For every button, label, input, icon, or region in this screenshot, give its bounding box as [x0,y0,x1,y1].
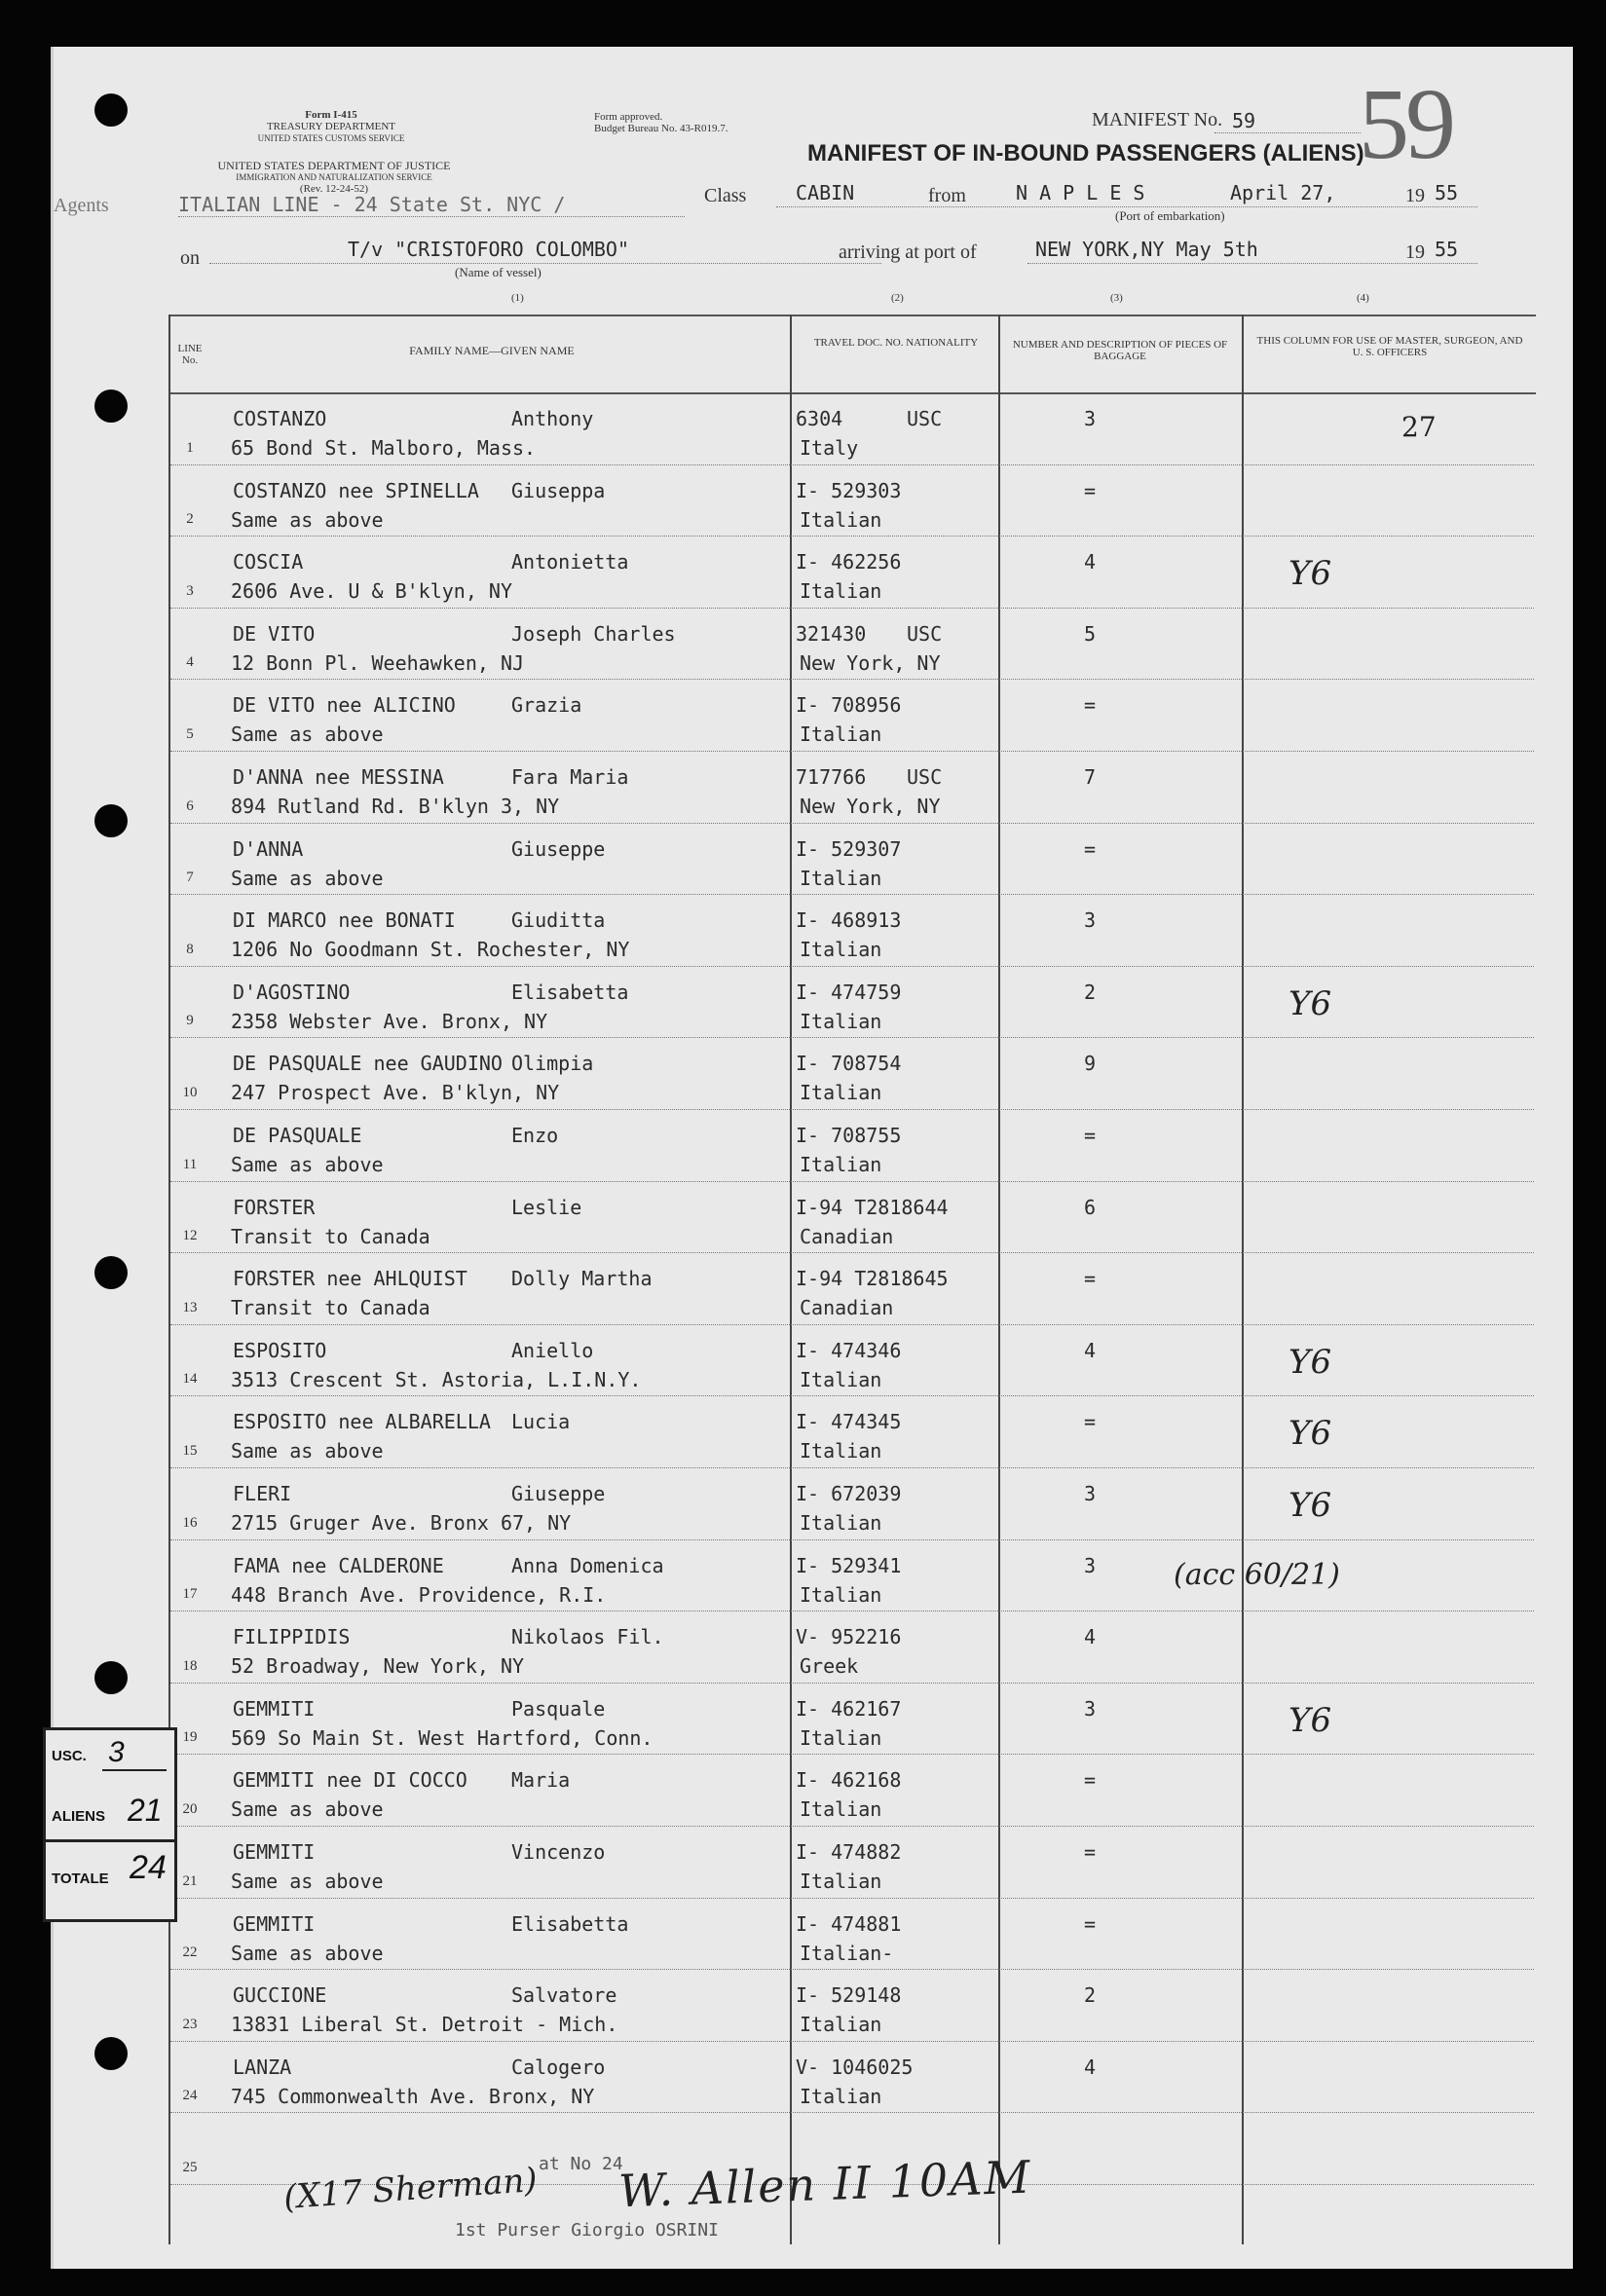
table-row [54,824,1573,896]
travel-doc-number: I- 529341 [796,1553,902,1577]
class-value: CABIN [796,181,855,204]
given-name: Leslie [511,1195,582,1219]
ins-service: IMMIGRATION AND NATURALIZATION SERVICE [236,172,432,182]
address: Same as above [231,1439,384,1463]
officer-mark: Y6 [1289,554,1332,594]
nationality: Italian [800,722,882,747]
col-number-2: (2) [891,292,904,304]
justice-header [168,160,500,195]
footer-typed-line: at No 24 [539,2154,623,2174]
revision: (Rev. 12-24-52) [299,183,369,195]
arrival-port-date: NEW YORK,NY May 5th [1035,238,1258,261]
travel-doc-number: I- 462256 [796,550,902,574]
given-name: Elisabetta [511,1911,629,1936]
aliens-label: ALIENS [52,1808,106,1825]
address: 52 Broadway, New York, NY [231,1654,525,1679]
given-name: Vincenzo [511,1840,606,1864]
form-header-left [219,109,443,144]
travel-doc-number: I- 474881 [796,1911,902,1936]
travel-doc-number: I- 529148 [796,1983,902,2008]
travel-doc-number: I-94 T2818644 [796,1195,949,1219]
table-row [54,1540,1573,1612]
line-number: 11 [182,1156,198,1172]
baggage-count: 4 [1084,1338,1097,1362]
given-name: Lucia [511,1410,571,1434]
baggage-count: 9 [1084,1052,1097,1076]
baggage-count: = [1084,1840,1097,1864]
form-approved-block [594,111,728,134]
line-number: 23 [182,2016,198,2032]
travel-doc-number: 717766 [796,765,867,789]
col-header-travel-doc: TRAVEL DOC. NO. NATIONALITY [813,337,979,349]
travel-doc-number: 6304 [796,407,843,430]
address: Same as above [231,722,384,747]
embark-port: N A P L E S [1016,181,1145,204]
address: Same as above [231,1870,384,1893]
officer-mark: Y6 [1289,1700,1332,1740]
nationality: New York, NY [800,650,941,675]
budget-bureau: Budget Bureau No. 43-R019.7. [594,123,728,134]
tally-box [43,1727,177,1922]
given-name: Elisabetta [511,980,629,1004]
line-number: 25 [182,2159,198,2175]
family-name: FLERI [233,1482,292,1505]
address: 448 Branch Ave. Providence, R.I. [231,1582,607,1607]
punch-hole [94,93,128,127]
line-number: 6 [186,797,194,814]
given-name: Salvatore [511,1983,617,2008]
port-embark-caption: (Port of embarkation) [1115,208,1225,223]
given-name: Anna Domenica [511,1553,664,1577]
nationality: Italian [800,2013,882,2037]
family-name: DI MARCO nee BONATI [233,908,456,933]
col-number-3: (3) [1110,292,1123,304]
address: 745 Commonwealth Ave. Bronx, NY [231,2084,595,2108]
treasury-dept: TREASURY DEPARTMENT [266,121,396,132]
line-number: 8 [186,941,194,957]
travel-doc-number: 321430 [796,621,867,646]
travel-doc-number: I- 474882 [796,1840,902,1864]
given-name: Olimpia [511,1052,594,1076]
baggage-count: 3 [1084,1696,1097,1721]
nationality: Italian [800,938,882,962]
baggage-count: = [1084,1267,1097,1291]
line-number: 22 [182,1944,198,1961]
nationality: Italian- [800,1941,894,1965]
baggage-count: = [1084,1410,1097,1434]
nationality: Italian [800,579,882,604]
given-name: Giuseppe [511,836,606,861]
form-approved: Form approved. [594,111,663,123]
line-number: 9 [186,1013,194,1029]
baggage-count: 3 [1084,407,1097,430]
line-number: 20 [182,1800,198,1817]
address: 3513 Crescent St. Astoria, L.I.N.Y. [231,1367,642,1391]
address: Same as above [231,507,384,532]
line-number: 3 [186,582,194,599]
nationality: Italian [800,1797,882,1822]
aliens-count: 21 [128,1793,163,1828]
table-row [54,895,1573,967]
baggage-count: = [1084,836,1097,861]
given-name: Grazia [511,693,582,718]
baggage-count: 3 [1084,908,1097,933]
table-row [54,2042,1573,2114]
nationality: Italian [800,1439,882,1463]
nationality: Italian [800,1582,882,1607]
baggage-count: 3 [1084,1482,1097,1505]
address: Transit to Canada [231,1224,430,1248]
manifest-no-label: MANIFEST No. [1092,109,1223,130]
usc-label: USC. [52,1748,87,1764]
given-name: Enzo [511,1124,559,1147]
baggage-count: = [1084,1124,1097,1147]
baggage-count: 7 [1084,765,1097,789]
nationality: Canadian [800,1296,894,1320]
table-row [54,1396,1573,1468]
family-name: FORSTER nee AHLQUIST [233,1267,467,1291]
arrival-year-label: 19 [1405,241,1425,263]
family-name: GEMMITI [233,1911,316,1936]
nationality: Italian [800,1081,882,1105]
travel-doc-number: I- 462168 [796,1768,902,1793]
line-number: 1 [186,439,194,456]
travel-doc-number: I- 708956 [796,693,902,718]
table-row [54,393,1573,465]
travel-doc-number: I- 529307 [796,836,902,861]
usc-mark: USC [907,765,943,789]
line-number: 18 [182,1657,198,1674]
nationality: Italian [800,1367,882,1391]
line-number: 17 [182,1586,198,1603]
address: Same as above [231,1941,384,1965]
baggage-count: 4 [1084,1625,1097,1649]
travel-doc-number: I- 529303 [796,478,902,502]
class-label: Class [704,185,747,206]
given-name: Dolly Martha [511,1267,653,1291]
family-name: DE PASQUALE nee GAUDINO [233,1052,503,1076]
nationality: Italian [800,1511,882,1535]
family-name: COSTANZO nee SPINELLA [233,478,479,502]
travel-doc-number: I- 474346 [796,1338,902,1362]
given-name: Joseph Charles [511,621,676,646]
table-row [54,680,1573,752]
col-number-4: (4) [1357,292,1369,304]
address: 13831 Liberal St. Detroit - Mich. [231,2013,618,2037]
family-name: D'ANNA nee MESSINA [233,765,444,789]
vessel-caption: (Name of vessel) [455,265,542,279]
col-header-baggage: NUMBER AND DESCRIPTION OF PIECES OF BAGGAGE [1012,339,1228,362]
baggage-count: = [1084,693,1097,718]
travel-doc-number: I- 462167 [796,1696,902,1721]
justice-dept: UNITED STATES DEPARTMENT OF JUSTICE [217,159,451,172]
table-row [54,465,1573,537]
line-number: 14 [182,1371,198,1388]
baggage-count: = [1084,478,1097,502]
arriving-label: arriving at port of [839,241,977,263]
baggage-count: 4 [1084,2055,1097,2079]
nationality: Italian [800,1870,882,1893]
table-row [54,967,1573,1039]
travel-doc-number: V- 952216 [796,1625,902,1649]
given-name: Antonietta [511,550,629,574]
travel-doc-number: V- 1046025 [796,2055,914,2079]
table-row [54,1253,1573,1325]
travel-doc-number: I- 474759 [796,980,902,1004]
manifest-title: MANIFEST OF IN-BOUND PASSENGERS (ALIENS) [807,140,1364,167]
line-number: 7 [186,870,194,886]
given-name: Giuditta [511,908,606,933]
family-name: GEMMITI [233,1840,316,1864]
nationality: Italian [800,507,882,532]
nationality: Italian [800,2084,882,2108]
total-count: 24 [130,1849,167,1886]
from-label: from [928,185,966,206]
address: Same as above [231,1797,384,1822]
col-header-line-no: LINE No. [177,343,203,366]
travel-doc-number: I- 468913 [796,908,902,933]
manifest-no: 59 [1232,109,1256,132]
line-number: 5 [186,725,194,742]
baggage-count: 2 [1084,980,1097,1004]
table-row [54,1970,1573,2042]
address: 65 Bond St. Malboro, Mass. [231,436,537,460]
address: 1206 No Goodmann St. Rochester, NY [231,938,630,962]
form-number: Form I-415 [305,109,357,121]
col-header-name: FAMILY NAME—GIVEN NAME [409,344,575,357]
col-header-officers: THIS COLUMN FOR USE OF MASTER, SURGEON, AND U. S. OFFICERS [1256,335,1523,358]
address: 894 Rutland Rd. B'klyn 3, NY [231,795,560,818]
line-number: 16 [182,1514,198,1531]
address: 247 Prospect Ave. B'klyn, NY [231,1081,560,1105]
family-name: D'AGOSTINO [233,980,351,1004]
table-row [54,1325,1573,1397]
family-name: D'ANNA [233,836,304,861]
nationality: Italian [800,1153,882,1176]
nationality: Greek [800,1654,859,1679]
given-name: Fara Maria [511,765,629,789]
officer-mark: Y6 [1289,983,1332,1023]
family-name: DE PASQUALE [233,1124,362,1147]
family-name: COSCIA [233,550,304,574]
address: 569 So Main St. West Hartford, Conn. [231,1725,654,1750]
family-name: LANZA [233,2055,292,2079]
address: 2606 Ave. U & B'klyn, NY [231,579,512,604]
baggage-count: 5 [1084,621,1097,646]
officer-signature: W. Allen II 10AM [617,2150,1033,2218]
nationality: Italian [800,1009,882,1033]
given-name: Maria [511,1768,571,1793]
table-row [54,1827,1573,1899]
baggage-count: 3 [1084,1553,1097,1577]
usc-mark: USC [907,621,943,646]
address: Same as above [231,866,384,890]
family-name: FAMA nee CALDERONE [233,1553,444,1577]
table-row [54,752,1573,824]
on-label: on [180,247,200,269]
arrival-year: 55 [1435,238,1459,261]
line-number: 19 [182,1729,198,1746]
baggage-count: 2 [1084,1983,1097,2008]
manifest-page [51,47,1573,2269]
purser-line: 1st Purser Giorgio OSRINI [455,2220,719,2240]
vessel-name: T/v "CRISTOFORO COLOMBO" [348,238,629,261]
given-name: Pasquale [511,1696,606,1721]
table-row [54,1182,1573,1254]
nationality: New York, NY [800,795,941,818]
line-number: 2 [186,511,194,528]
nationality: Italian [800,1725,882,1750]
table-row [54,1468,1573,1540]
family-name: DE VITO [233,621,316,646]
table-row [54,1684,1573,1756]
baggage-count: 6 [1084,1195,1097,1219]
line-number: 13 [182,1299,198,1315]
family-name: COSTANZO [233,407,327,430]
embark-year: 55 [1435,181,1459,204]
family-name: FILIPPIDIS [233,1625,351,1649]
line-number: 4 [186,654,194,671]
family-name: ESPOSITO nee ALBARELLA [233,1410,491,1434]
family-name: GEMMITI nee DI COCCO [233,1768,467,1793]
given-name: Calogero [511,2055,606,2079]
embark-date: April 27, [1230,181,1336,204]
officer-mark: Y6 [1289,1342,1332,1382]
line-number: 15 [182,1442,198,1459]
officer-mark: Y6 [1289,1414,1332,1454]
given-name: Aniello [511,1338,594,1362]
travel-doc-number: I- 474345 [796,1410,902,1434]
address: Transit to Canada [231,1296,430,1320]
address: Same as above [231,1153,384,1176]
table-row [54,1611,1573,1684]
baggage-count: 4 [1084,550,1097,574]
agents-label: Agents [54,195,109,216]
travel-doc-number: I- 708754 [796,1052,902,1076]
baggage-count: = [1084,1911,1097,1936]
given-name: Giuseppa [511,478,606,502]
travel-doc-number: I- 708755 [796,1124,902,1147]
col-number-1: (1) [511,292,524,304]
line-number: 10 [182,1084,198,1100]
given-name: Nikolaos Fil. [511,1625,664,1649]
stamped-page-number: 59 [1359,68,1452,180]
line-number: 12 [182,1228,198,1244]
line-number: 24 [182,2088,198,2104]
family-name: GEMMITI [233,1696,316,1721]
table-row [54,609,1573,681]
table-row [54,1755,1573,1827]
given-name: Giuseppe [511,1482,606,1505]
line-number: 21 [182,1872,198,1889]
address: 12 Bonn Pl. Weehawken, NJ [231,650,525,675]
agents-value: ITALIAN LINE - 24 State St. NYC / [178,193,566,216]
handwritten-note: (X17 Sherman) [281,2160,539,2218]
given-name: Anthony [511,407,594,430]
nationality: Italy [800,436,859,460]
usc-mark: USC [907,407,943,430]
officer-mark: 27 [1401,411,1437,443]
nationality: Canadian [800,1224,894,1248]
family-name: FORSTER [233,1195,316,1219]
officer-mark: Y6 [1289,1486,1332,1525]
baggage-count: = [1084,1768,1097,1793]
officer-mark: (acc 60/21) [1174,1557,1340,1592]
nationality: Italian [800,866,882,890]
usc-count: 3 [108,1736,125,1768]
table-row [54,537,1573,609]
travel-doc-number: I- 672039 [796,1482,902,1505]
family-name: DE VITO nee ALICINO [233,693,456,718]
table-row [54,1899,1573,1971]
total-label: TOTALE [52,1870,109,1887]
address: 2715 Gruger Ave. Bronx 67, NY [231,1511,572,1535]
travel-doc-number: I-94 T2818645 [796,1267,949,1291]
customs-service: UNITED STATES CUSTOMS SERVICE [257,133,405,143]
family-name: ESPOSITO [233,1338,327,1362]
family-name: GUCCIONE [233,1983,327,2008]
year-label: 19 [1405,185,1425,206]
table-row [54,1110,1573,1182]
address: 2358 Webster Ave. Bronx, NY [231,1009,548,1033]
table-row [54,1038,1573,1110]
